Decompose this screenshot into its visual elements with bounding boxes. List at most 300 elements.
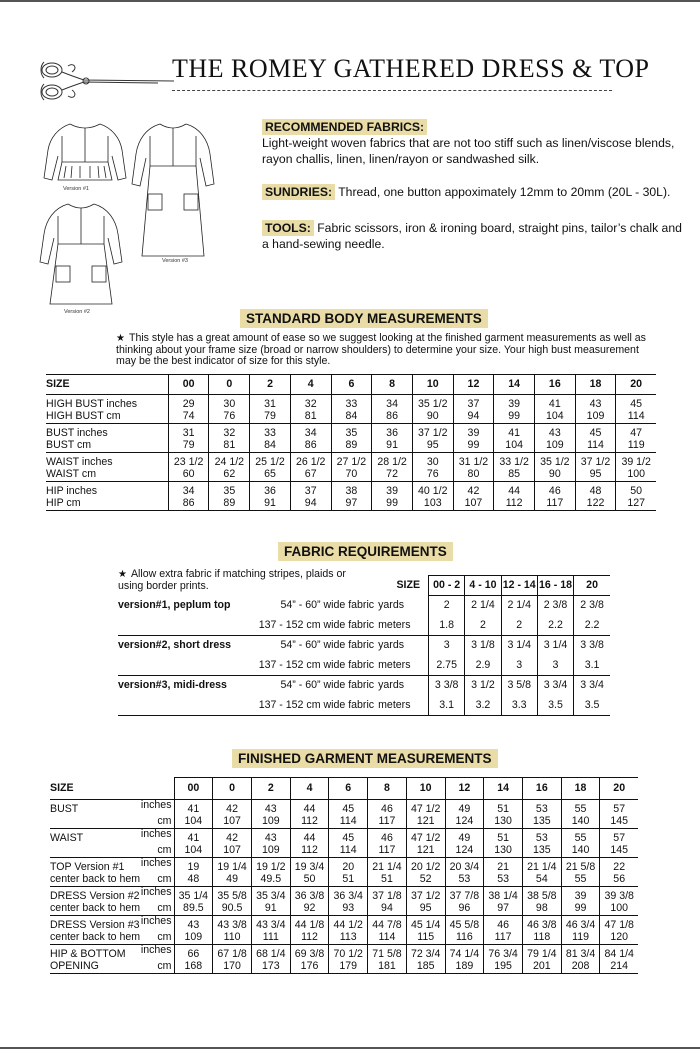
table-cell: 3 — [501, 656, 537, 676]
table-cell: 57 — [600, 829, 638, 845]
table-row — [46, 482, 656, 498]
table-cell: 94 — [453, 411, 494, 424]
table-cell: 3 5/8 — [501, 676, 537, 696]
table-cell: 2.75 — [429, 656, 465, 676]
table-cell: 45 — [329, 800, 368, 816]
table-cell: 24 1/2 — [209, 453, 250, 469]
table-cell: 70 1/2 — [329, 945, 368, 961]
table-cell: 20 1/2 — [406, 858, 445, 874]
table-cell: 109 — [534, 440, 575, 453]
fabric-width: 54” - 60” wide fabric — [280, 679, 375, 691]
table-cell: 104 — [534, 411, 575, 424]
table-cell: 54 — [522, 874, 561, 887]
table-cell: 19 1/4 — [213, 858, 252, 874]
table-cell: 43 3/8 — [213, 916, 252, 932]
table-cell: 46 — [368, 829, 407, 845]
table-cell: 66 — [174, 945, 213, 961]
table-cell: 32 — [290, 395, 331, 411]
table-cell: 34 — [168, 482, 209, 498]
table-cell: 145 — [600, 816, 638, 829]
table-cell: 49 — [213, 874, 252, 887]
table-cell: 81 — [209, 440, 250, 453]
measurement-name: WAIST — [50, 832, 84, 844]
table-cell: 173 — [251, 961, 290, 974]
table-cell: 99 — [453, 440, 494, 453]
table-cell: 2 — [429, 596, 465, 616]
table-cell: 179 — [329, 961, 368, 974]
table-cell: 38 — [331, 482, 372, 498]
table-cell: 55 — [561, 800, 600, 816]
table-cell: 96 — [445, 903, 484, 916]
table-cell: 40 1/2 — [412, 482, 453, 498]
table-cell: 46 3/4 — [561, 916, 600, 932]
table-row — [46, 424, 656, 440]
version-2-label: Version #2 — [64, 309, 90, 315]
table-cell: 170 — [213, 961, 252, 974]
table-row — [46, 498, 656, 511]
table-cell: 3 — [429, 636, 465, 656]
star-icon: ★ — [116, 333, 125, 344]
size-column-header: 8 — [372, 375, 413, 395]
table-cell: 41 — [174, 800, 213, 816]
table-cell: 41 — [534, 395, 575, 411]
table-cell: 36 3/8 — [290, 887, 329, 903]
table-cell: 94 — [368, 903, 407, 916]
table-cell: 43 — [534, 424, 575, 440]
table-cell: 36 — [250, 482, 291, 498]
table-cell: 53 — [522, 800, 561, 816]
table-cell: 53 — [445, 874, 484, 887]
table-row — [50, 874, 638, 887]
table-cell: 86 — [372, 411, 413, 424]
table-cell: 44 — [494, 482, 535, 498]
table-cell: 84 — [250, 440, 291, 453]
table-cell: 35 5/8 — [213, 887, 252, 903]
page-title: THE ROMEY GATHERED DRESS & TOP — [172, 54, 650, 83]
sundries — [262, 184, 690, 200]
table-cell: 118 — [522, 932, 561, 945]
table-cell: 86 — [290, 440, 331, 453]
table-cell: 3 3/4 — [574, 676, 610, 696]
size-column-header: 18 — [561, 778, 600, 800]
table-cell: 112 — [290, 932, 329, 945]
table-cell: 41 — [174, 829, 213, 845]
table-cell: 145 — [600, 845, 638, 858]
table-cell: 32 — [209, 424, 250, 440]
table-cell: 79 1/4 — [522, 945, 561, 961]
table-cell: 107 — [213, 816, 252, 829]
unit-label: inches — [140, 886, 172, 898]
table-cell: 140 — [561, 845, 600, 858]
unit-label: meters — [378, 656, 428, 676]
size-column-header: 2 — [251, 778, 290, 800]
table-cell: 112 — [290, 816, 329, 829]
unit-label: cm — [157, 959, 172, 972]
table-cell: 31 — [250, 395, 291, 411]
size-column-header: 4 - 10 — [465, 576, 501, 596]
table-cell: 2.9 — [465, 656, 501, 676]
table-cell: 47 1/2 — [406, 829, 445, 845]
table-cell: 35 — [209, 482, 250, 498]
table-cell: 99 — [494, 411, 535, 424]
table-cell: 181 — [368, 961, 407, 974]
size-column-header: 6 — [331, 375, 372, 395]
table-row — [118, 596, 610, 616]
table-cell: 35 1/2 — [534, 453, 575, 469]
row-label: HIGH BUST cm — [46, 411, 168, 424]
table-cell: 20 — [329, 858, 368, 874]
table-cell: 121 — [406, 845, 445, 858]
row-label: BUST cm — [46, 440, 168, 453]
size-column-header: 14 — [484, 778, 523, 800]
version-label — [118, 696, 247, 716]
table-cell: 185 — [406, 961, 445, 974]
table-cell: 55 — [561, 874, 600, 887]
table-cell: 35 1/4 — [174, 887, 213, 903]
table-cell: 3.2 — [465, 696, 501, 716]
version-3-label: Version #3 — [162, 258, 188, 264]
table-cell: 84 1/4 — [600, 945, 638, 961]
table-cell: 20 3/4 — [445, 858, 484, 874]
table-row — [118, 676, 610, 696]
table-cell: 189 — [445, 961, 484, 974]
table-cell: 140 — [561, 816, 600, 829]
size-column-header: 4 — [290, 778, 329, 800]
table-cell: 114 — [329, 816, 368, 829]
version-3-sketch — [128, 120, 218, 260]
table-cell: 29 — [168, 395, 209, 411]
measurement-name: OPENING — [50, 959, 99, 972]
size-column-header: 18 — [575, 375, 616, 395]
table-cell: 208 — [561, 961, 600, 974]
row-label — [50, 816, 174, 829]
table-cell: 195 — [484, 961, 523, 974]
table-cell: 72 — [372, 469, 413, 482]
tools-label: TOOLS: — [262, 220, 314, 236]
size-column-header: 0 — [209, 375, 250, 395]
table-cell: 3.1 — [429, 696, 465, 716]
table-cell: 27 1/2 — [331, 453, 372, 469]
table-cell: 21 — [484, 858, 523, 874]
table-cell: 28 1/2 — [372, 453, 413, 469]
measurement-name: center back to hem — [50, 901, 141, 914]
table-cell: 81 — [290, 411, 331, 424]
table-cell: 55 — [561, 829, 600, 845]
recommended-fabrics — [262, 119, 690, 167]
table-row — [50, 816, 638, 829]
table-cell: 114 — [575, 440, 616, 453]
table-cell: 109 — [575, 411, 616, 424]
fabric-requirements-heading: FABRIC REQUIREMENTS — [278, 542, 453, 561]
version-label — [118, 656, 247, 676]
table-cell: 3 — [537, 656, 573, 676]
table-cell: 85 — [494, 469, 535, 482]
row-label: HIGH BUST inches — [46, 398, 138, 410]
table-cell: 39 — [453, 424, 494, 440]
table-cell: 3 1/2 — [465, 676, 501, 696]
version-2-sketch — [36, 200, 126, 310]
table-row — [46, 453, 656, 469]
table-row — [50, 887, 638, 903]
table-cell: 127 — [616, 498, 656, 511]
table-cell: 37 — [453, 395, 494, 411]
table-cell: 35 1/2 — [412, 395, 453, 411]
table-cell: 104 — [174, 845, 213, 858]
size-column-header: 6 — [329, 778, 368, 800]
unit-label: inches — [140, 944, 172, 956]
table-cell: 45 1/4 — [406, 916, 445, 932]
table-cell: 51 — [368, 874, 407, 887]
version-label: version#1, peplum top — [118, 598, 231, 611]
table-cell: 67 1/8 — [213, 945, 252, 961]
table-row — [50, 961, 638, 974]
table-cell: 42 — [213, 829, 252, 845]
table-row — [46, 440, 656, 453]
table-cell: 124 — [445, 816, 484, 829]
table-cell: 21 1/4 — [522, 858, 561, 874]
table-cell: 115 — [406, 932, 445, 945]
table-cell: 37 1/2 — [406, 887, 445, 903]
version-label: version#2, short dress — [118, 639, 232, 651]
row-label — [50, 800, 174, 816]
table-cell: 37 1/2 — [575, 453, 616, 469]
table-cell: 45 — [616, 395, 656, 411]
table-cell: 122 — [575, 498, 616, 511]
table-cell: 3 3/8 — [429, 676, 465, 696]
table-cell: 110 — [213, 932, 252, 945]
fabric-requirements-table — [118, 575, 610, 716]
table-cell: 121 — [406, 816, 445, 829]
table-cell: 44 1/8 — [290, 916, 329, 932]
table-cell: 44 1/2 — [329, 916, 368, 932]
table-cell: 39 — [561, 887, 600, 903]
table-cell: 117 — [368, 845, 407, 858]
row-label — [50, 961, 174, 974]
size-column-header: 4 — [290, 375, 331, 395]
finished-measurements-table — [50, 777, 638, 974]
table-cell: 89 — [331, 440, 372, 453]
size-column-header: 00 — [174, 778, 213, 800]
measurement-name: DRESS Version #3 — [50, 919, 140, 931]
table-cell: 37 1/8 — [368, 887, 407, 903]
table-cell: 103 — [412, 498, 453, 511]
table-cell: 94 — [290, 498, 331, 511]
version-label — [118, 616, 247, 636]
table-cell: 91 — [372, 440, 413, 453]
table-cell: 117 — [368, 816, 407, 829]
recommended-fabrics-label: RECOMMENDED FABRICS: — [262, 119, 427, 135]
size-column-header: 00 - 2 — [429, 576, 465, 596]
table-cell: 45 — [575, 424, 616, 440]
table-cell: 34 — [372, 395, 413, 411]
table-cell: 47 — [616, 424, 656, 440]
size-column-header: 12 — [445, 778, 484, 800]
table-cell: 21 1/4 — [368, 858, 407, 874]
table-cell: 2 — [465, 616, 501, 636]
table-cell: 31 — [168, 424, 209, 440]
sundries-label: SUNDRIES: — [262, 184, 335, 200]
measurement-name: DRESS Version #2 — [50, 890, 140, 902]
table-cell: 46 3/8 — [522, 916, 561, 932]
table-cell: 34 — [290, 424, 331, 440]
sundries-text: Thread, one button appoximately 12mm to 20mm (20L - 30L). — [338, 185, 671, 199]
table-cell: 50 — [290, 874, 329, 887]
table-cell: 57 — [600, 800, 638, 816]
header-spacer — [118, 576, 378, 596]
scissors-icon — [38, 58, 178, 104]
unit-label: cm — [157, 872, 172, 885]
tools — [262, 220, 690, 252]
table-cell: 35 3/4 — [251, 887, 290, 903]
size-column-header: 0 — [213, 778, 252, 800]
version-1-label: Version #1 — [63, 186, 89, 192]
size-column-header: 8 — [368, 778, 407, 800]
table-cell: 44 — [290, 800, 329, 816]
table-row — [46, 469, 656, 482]
table-row — [118, 656, 610, 676]
table-cell: 112 — [290, 845, 329, 858]
table-cell: 53 — [484, 874, 523, 887]
table-cell: 51 — [484, 800, 523, 816]
finished-measurements-heading: FINISHED GARMENT MEASUREMENTS — [232, 749, 498, 768]
table-cell: 56 — [600, 874, 638, 887]
table-cell: 33 — [250, 424, 291, 440]
table-cell: 80 — [453, 469, 494, 482]
table-cell: 97 — [484, 903, 523, 916]
table-cell: 112 — [494, 498, 535, 511]
row-label: HIP inches — [46, 485, 98, 497]
row-label — [50, 932, 174, 945]
version-label: version#3, midi-dress — [118, 679, 227, 691]
table-cell: 48 — [174, 874, 213, 887]
table-cell: 37 1/2 — [412, 424, 453, 440]
size-column-header: 10 — [406, 778, 445, 800]
table-cell: 81 3/4 — [561, 945, 600, 961]
table-cell: 51 — [329, 874, 368, 887]
table-cell: 130 — [484, 816, 523, 829]
table-cell: 70 — [331, 469, 372, 482]
table-row — [118, 636, 610, 656]
table-cell: 44 — [290, 829, 329, 845]
measurement-name: HIP & BOTTOM — [50, 948, 126, 960]
table-cell: 49 — [445, 800, 484, 816]
size-column-header: 20 — [600, 778, 638, 800]
table-cell: 2 — [501, 616, 537, 636]
table-cell: 46 — [534, 482, 575, 498]
table-cell: 2.2 — [537, 616, 573, 636]
table-cell: 109 — [251, 845, 290, 858]
star-icon: ★ — [118, 569, 127, 580]
table-cell: 95 — [575, 469, 616, 482]
standard-note-text: This style has a great amount of ease so we suggest looking at the finished garment measurements as well as thinking about your frame size (broad or narrow shoulders) to determine your size. Your high bust measurement may be the best indicator of size for this style. — [116, 332, 646, 367]
tools-text: Fabric scissors, iron & ironing board, straight pins, tailor’s chalk and a hand-sewing needle. — [262, 221, 682, 251]
row-label — [50, 845, 174, 858]
table-row — [50, 800, 638, 816]
size-header: SIZE — [46, 375, 168, 395]
standard-measurements-heading: STANDARD BODY MEASUREMENTS — [240, 309, 488, 328]
table-cell: 107 — [213, 845, 252, 858]
table-cell: 37 7/8 — [445, 887, 484, 903]
table-cell: 1.8 — [429, 616, 465, 636]
table-cell: 31 1/2 — [453, 453, 494, 469]
table-cell: 3.5 — [537, 696, 573, 716]
size-column-header: 2 — [250, 375, 291, 395]
unit-label: inches — [140, 915, 172, 927]
table-cell: 89.5 — [174, 903, 213, 916]
table-cell: 119 — [561, 932, 600, 945]
row-label — [50, 829, 174, 845]
table-cell: 43 3/4 — [251, 916, 290, 932]
size-column-header: 00 — [168, 375, 209, 395]
table-cell: 119 — [616, 440, 656, 453]
row-label: WAIST inches — [46, 456, 113, 468]
table-row — [118, 616, 610, 636]
unit-label: yards — [378, 639, 405, 651]
table-cell: 3 1/4 — [501, 636, 537, 656]
table-cell: 130 — [484, 845, 523, 858]
unit-label: yards — [378, 598, 405, 611]
table-cell: 116 — [445, 932, 484, 945]
recommended-fabrics-text: Light-weight woven fabrics that are not too stiff such as linen/viscose blends, rayon challis, linen, linen/rayon or sandwashed silk. — [262, 136, 675, 166]
table-cell: 39 — [494, 395, 535, 411]
fabric-note-text: Allow extra fabric if matching stripes, plaids or using border prints. — [118, 568, 346, 592]
table-cell: 89 — [209, 498, 250, 511]
table-cell: 43 — [174, 916, 213, 932]
table-cell: 19 1/2 — [251, 858, 290, 874]
table-cell: 60 — [168, 469, 209, 482]
table-cell: 39 1/2 — [616, 453, 656, 469]
table-cell: 53 — [522, 829, 561, 845]
size-column-header: 14 — [494, 375, 535, 395]
size-column-header: 20 — [616, 375, 656, 395]
standard-note — [116, 333, 656, 368]
table-row — [46, 411, 656, 424]
table-cell: 97 — [331, 498, 372, 511]
table-header-row — [118, 576, 610, 596]
table-cell: 65 — [250, 469, 291, 482]
table-cell: 42 — [213, 800, 252, 816]
table-cell: 50 — [616, 482, 656, 498]
table-cell: 25 1/2 — [250, 453, 291, 469]
table-cell: 39 3/8 — [600, 887, 638, 903]
unit-label: inches — [140, 799, 172, 811]
table-cell: 3 1/8 — [465, 636, 501, 656]
table-cell: 98 — [522, 903, 561, 916]
table-cell: 3.3 — [501, 696, 537, 716]
table-cell: 33 1/2 — [494, 453, 535, 469]
table-cell: 37 — [290, 482, 331, 498]
table-cell: 2 3/8 — [574, 596, 610, 616]
table-cell: 3.5 — [574, 696, 610, 716]
table-cell: 46 — [368, 800, 407, 816]
measurement-name: BUST — [50, 803, 79, 815]
table-cell: 114 — [329, 845, 368, 858]
table-cell: 168 — [174, 961, 213, 974]
table-cell: 109 — [174, 932, 213, 945]
standard-measurements-table — [46, 374, 656, 511]
row-label — [50, 916, 174, 932]
table-cell: 21 5/8 — [561, 858, 600, 874]
table-cell: 71 5/8 — [368, 945, 407, 961]
table-cell: 39 — [372, 482, 413, 498]
table-cell: 38 1/4 — [484, 887, 523, 903]
size-header: SIZE — [50, 778, 174, 800]
table-cell: 47 1/2 — [406, 800, 445, 816]
table-cell: 43 — [251, 800, 290, 816]
table-cell: 46 — [484, 916, 523, 932]
table-cell: 45 — [329, 829, 368, 845]
size-column-header: 12 — [453, 375, 494, 395]
